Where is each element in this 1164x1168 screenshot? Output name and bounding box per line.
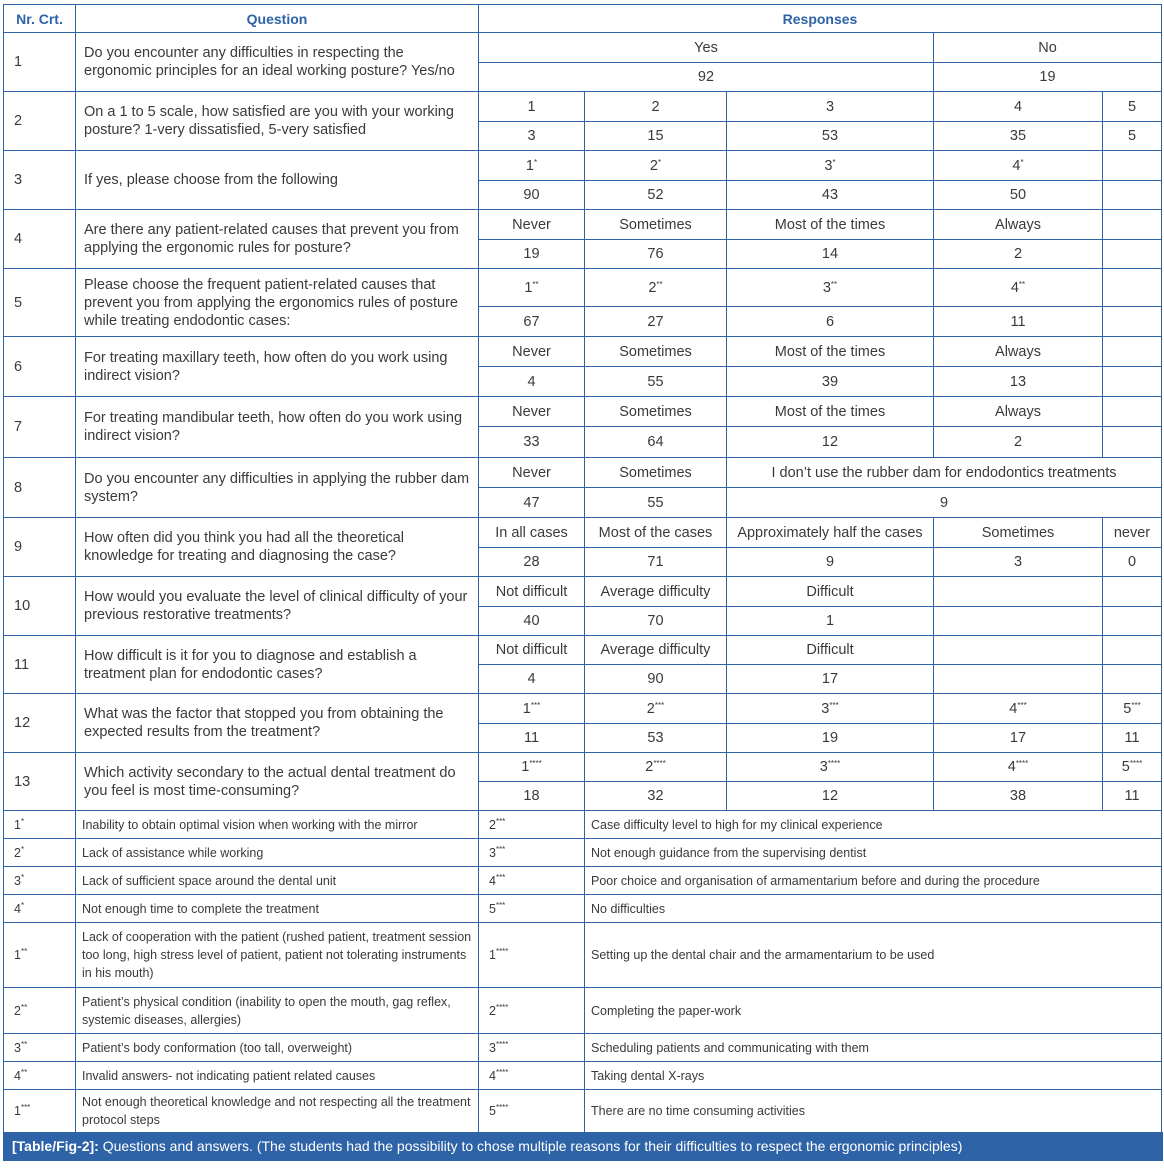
response-label: Difficult: [727, 577, 934, 607]
option-number: 4: [1012, 157, 1021, 174]
response-label: never: [1103, 518, 1162, 548]
response-count: 28: [479, 548, 585, 577]
response-label: Sometimes: [934, 518, 1103, 548]
response-label: [934, 577, 1103, 607]
question-row-2: [4, 92, 1162, 122]
question-text: How difficult is it for you to diagnose and establish a treatment plan for endodontic cases?: [76, 636, 479, 694]
response-count: 11: [1103, 724, 1162, 753]
response-count: 11: [479, 724, 585, 753]
question-row-10: [4, 577, 1162, 607]
row-number: 10: [4, 577, 76, 636]
footnote-text: Inability to obtain optimal vision when working with the mirror: [76, 811, 479, 839]
response-label: Most of the times: [727, 210, 934, 240]
response-count: 67: [479, 307, 585, 337]
row-number: 2: [4, 92, 76, 151]
response-count: 1: [727, 607, 934, 636]
option-number: 4: [1010, 279, 1019, 296]
footnote-marker: ***: [495, 816, 506, 826]
response-count: 9: [727, 548, 934, 577]
questions-table-figure: [3, 4, 1161, 1161]
caption-label: [Table/Fig-2]:: [12, 1138, 99, 1154]
response-count: 4: [479, 367, 585, 397]
footnote-text: Completing the paper-work: [585, 988, 1162, 1034]
footnote-row: [4, 1090, 1162, 1133]
response-label: [934, 694, 1103, 724]
footnote-text: Not enough time to complete the treatment: [76, 895, 479, 923]
response-count: 11: [1103, 782, 1162, 811]
response-label: [479, 753, 585, 782]
questions-table: [3, 4, 1162, 811]
footnote-row: [4, 895, 1162, 923]
response-count: 27: [585, 307, 727, 337]
footnote-row: [4, 867, 1162, 895]
footnote-marker: **: [20, 947, 28, 956]
footnote-row: [4, 923, 1162, 988]
question-text: Please choose the frequent patient-related causes that prevent you from applying the ergonomics rules of posture while treating endodontic cases:: [76, 269, 479, 337]
option-number: 2: [648, 279, 657, 296]
question-text: Are there any patient-related causes that prevent you from applying the ergonomic rules for posture?: [76, 210, 479, 269]
footnote-row: [4, 839, 1162, 867]
footnote-marker: ***: [20, 1103, 31, 1112]
question-text: Do you encounter any difficulties in respecting the ergonomic principles for an ideal working posture? Yes/no: [76, 33, 479, 92]
footnote-row: [4, 988, 1162, 1034]
row-number: 3: [4, 151, 76, 210]
question-row-12: [4, 694, 1162, 724]
row-number: 7: [4, 397, 76, 458]
question-text: On a 1 to 5 scale, how satisfied are you with your working posture? 1-very dissatisfied, 5-very satisfied: [76, 92, 479, 151]
footnote-marker: **: [1018, 279, 1026, 289]
response-count: 18: [479, 782, 585, 811]
question-row-4: [4, 210, 1162, 240]
option-number: 3: [822, 279, 831, 296]
caption-text: Questions and answers. (The students had the possibility to chose multiple reasons for their difficulties to respect the ergonomic principles): [98, 1138, 963, 1154]
row-number: 5: [4, 269, 76, 337]
response-count: 76: [585, 240, 727, 269]
response-count: 19: [934, 63, 1162, 92]
footnote-text: Lack of cooperation with the patient (rushed patient, treatment session too long, high stress level of patient, patient not tolerating instruments in his mouth): [76, 923, 479, 988]
option-number: 1: [524, 279, 533, 296]
footnote-marker: ***: [495, 872, 506, 882]
footnote-marker: *: [20, 844, 25, 854]
response-count: 55: [585, 367, 727, 397]
response-count: 3: [934, 548, 1103, 577]
response-count: [1103, 427, 1162, 458]
header-responses: Responses: [479, 5, 1162, 33]
response-label: [1103, 397, 1162, 427]
row-number: 13: [4, 753, 76, 811]
response-label: Sometimes: [585, 397, 727, 427]
response-label: [1103, 151, 1162, 181]
footnote-marker: *: [657, 157, 662, 167]
footnote-marker: *: [832, 157, 836, 167]
footnote-marker: ****: [1015, 759, 1029, 768]
response-count: 19: [727, 724, 934, 753]
response-count: 92: [479, 63, 934, 92]
response-count: 9: [727, 488, 1162, 518]
row-number: 9: [4, 518, 76, 577]
response-count: 13: [934, 367, 1103, 397]
response-label: Yes: [479, 33, 934, 63]
footnote-text: Patient’s physical condition (inability to open the mouth, gag reflex, systemic diseases, allergies): [76, 988, 479, 1034]
footnote-key: 3***: [479, 839, 585, 867]
option-number: 4: [1007, 759, 1016, 775]
response-count: 0: [1103, 548, 1162, 577]
response-count: [1103, 665, 1162, 694]
response-count: 12: [727, 427, 934, 458]
response-count: 2: [934, 427, 1103, 458]
footnote-key: 2***: [479, 811, 585, 839]
footnote-text: No difficulties: [585, 895, 1162, 923]
response-count: 17: [727, 665, 934, 694]
footnote-key: 2****: [479, 988, 585, 1034]
footnote-text: Taking dental X-rays: [585, 1062, 1162, 1090]
response-count: [1103, 367, 1162, 397]
footnote-key: 4****: [479, 1062, 585, 1090]
footnote-marker: ****: [495, 947, 509, 956]
footnote-key: 1*: [4, 811, 76, 839]
response-count: [1103, 181, 1162, 210]
response-count: 3: [479, 122, 585, 151]
response-count: 39: [727, 367, 934, 397]
response-label: 4: [934, 92, 1103, 122]
row-number: 1: [4, 33, 76, 92]
footnote-marker: ***: [495, 900, 506, 910]
option-number: 2: [646, 700, 655, 717]
row-number: 11: [4, 636, 76, 694]
footnote-marker: **: [656, 279, 663, 289]
footnote-key: 5***: [479, 895, 585, 923]
footnote-marker: ****: [495, 1039, 509, 1049]
footnote-key: 2**: [4, 988, 76, 1034]
response-count: 14: [727, 240, 934, 269]
row-number: 6: [4, 337, 76, 397]
response-label: Sometimes: [585, 458, 727, 488]
response-label: Most of the times: [727, 397, 934, 427]
header-question: Question: [76, 5, 479, 33]
response-count: 38: [934, 782, 1103, 811]
row-number: 4: [4, 210, 76, 269]
response-count: 2: [934, 240, 1103, 269]
footnote-marker: ***: [1017, 700, 1027, 710]
response-count: 47: [479, 488, 585, 518]
footnote-marker: ***: [530, 700, 541, 710]
response-count: 90: [479, 181, 585, 210]
response-label: Always: [934, 397, 1103, 427]
response-count: 15: [585, 122, 727, 151]
question-text: Which activity secondary to the actual dental treatment do you feel is most time-consuming?: [76, 753, 479, 811]
footnote-key: 1****: [479, 923, 585, 988]
response-label: [934, 151, 1103, 181]
footnote-marker: **: [20, 1067, 28, 1077]
footnote-marker: *: [1020, 157, 1024, 167]
response-count: 52: [585, 181, 727, 210]
footnote-row: [4, 811, 1162, 839]
footnote-marker: *: [20, 872, 25, 882]
footnote-marker: **: [532, 279, 539, 289]
response-label: [727, 269, 934, 307]
response-count: 32: [585, 782, 727, 811]
footnote-marker: ***: [654, 700, 665, 710]
response-label: [585, 753, 727, 782]
question-text: For treating mandibular teeth, how often do you work using indirect vision?: [76, 397, 479, 458]
response-count: 4: [479, 665, 585, 694]
row-number: 8: [4, 458, 76, 518]
header-row: [4, 5, 1162, 33]
question-text: For treating maxillary teeth, how often do you work using indirect vision?: [76, 337, 479, 397]
footnote-marker: *: [20, 900, 25, 910]
footnote-marker: **: [20, 1002, 28, 1012]
response-label: [1103, 269, 1162, 307]
footnote-key: 1**: [4, 923, 76, 988]
response-count: 17: [934, 724, 1103, 753]
response-label: 3: [727, 92, 934, 122]
response-label: [479, 694, 585, 724]
response-count: 11: [934, 307, 1103, 337]
table-caption: [3, 1132, 1163, 1161]
question-row-11: [4, 636, 1162, 665]
response-label: [1103, 577, 1162, 607]
footnote-marker: ****: [495, 1103, 509, 1112]
response-count: 71: [585, 548, 727, 577]
footnote-text: Patient’s body conformation (too tall, overweight): [76, 1034, 479, 1062]
footnote-key: 1***: [4, 1090, 76, 1133]
response-label: [934, 269, 1103, 307]
header-nr: Nr. Crt.: [4, 5, 76, 33]
question-row-9: [4, 518, 1162, 548]
response-label: [727, 753, 934, 782]
response-label: Difficult: [727, 636, 934, 665]
option-number: 5: [1121, 759, 1130, 775]
question-row-5: [4, 269, 1162, 307]
footnote-row: [4, 1034, 1162, 1062]
question-text: How would you evaluate the level of clinical difficulty of your previous restorative treatments?: [76, 577, 479, 636]
footnote-marker: **: [20, 1039, 28, 1049]
footnote-key: 2*: [4, 839, 76, 867]
question-row-6: [4, 337, 1162, 367]
response-label: [1103, 753, 1162, 782]
response-count: 70: [585, 607, 727, 636]
response-label: 1: [479, 92, 585, 122]
response-label: [1103, 337, 1162, 367]
footnote-key: 3*: [4, 867, 76, 895]
response-count: 12: [727, 782, 934, 811]
response-label: No: [934, 33, 1162, 63]
footnote-key: 4***: [479, 867, 585, 895]
footnote-marker: ***: [829, 700, 839, 710]
response-label: [727, 151, 934, 181]
option-number: 1: [521, 759, 530, 775]
response-count: [934, 665, 1103, 694]
response-label: [479, 269, 585, 307]
option-number: 3: [819, 759, 828, 775]
option-number: 2: [649, 157, 658, 174]
response-count: [1103, 607, 1162, 636]
footnote-row: [4, 1062, 1162, 1090]
footnote-text: Not enough guidance from the supervising dentist: [585, 839, 1162, 867]
footnote-marker: *: [20, 816, 25, 826]
footnote-text: Lack of assistance while working: [76, 839, 479, 867]
response-count: 33: [479, 427, 585, 458]
question-row-13: [4, 753, 1162, 782]
footnote-marker: *: [533, 157, 538, 167]
option-number: 5: [1123, 700, 1132, 717]
response-label: Sometimes: [585, 210, 727, 240]
response-label: I don’t use the rubber dam for endodontics treatments: [727, 458, 1162, 488]
response-label: Not difficult: [479, 636, 585, 665]
question-row-7: [4, 397, 1162, 427]
response-label: In all cases: [479, 518, 585, 548]
response-label: [1103, 694, 1162, 724]
footnote-text: Scheduling patients and communicating with them: [585, 1034, 1162, 1062]
response-label: Most of the cases: [585, 518, 727, 548]
response-label: Sometimes: [585, 337, 727, 367]
response-label: [934, 636, 1103, 665]
footnote-key: 3**: [4, 1034, 76, 1062]
footnote-marker: ****: [529, 759, 542, 768]
response-label: Always: [934, 210, 1103, 240]
response-count: [1103, 307, 1162, 337]
row-number: 12: [4, 694, 76, 753]
footnote-text: Poor choice and organisation of armamentarium before and during the procedure: [585, 867, 1162, 895]
response-label: Average difficulty: [585, 577, 727, 607]
response-count: 50: [934, 181, 1103, 210]
question-text: If yes, please choose from the following: [76, 151, 479, 210]
footnote-text: Invalid answers- not indicating patient related causes: [76, 1062, 479, 1090]
response-count: [1103, 240, 1162, 269]
question-row-1: [4, 33, 1162, 63]
footnote-legend: [3, 810, 1162, 1133]
response-label: Always: [934, 337, 1103, 367]
response-label: Approximately half the cases: [727, 518, 934, 548]
response-count: 19: [479, 240, 585, 269]
response-count: 55: [585, 488, 727, 518]
response-label: [1103, 210, 1162, 240]
response-label: Never: [479, 458, 585, 488]
footnote-key: 5****: [479, 1090, 585, 1133]
response-count: 43: [727, 181, 934, 210]
footnote-marker: ***: [1131, 700, 1141, 710]
footnote-marker: ****: [495, 1002, 509, 1012]
response-label: [585, 269, 727, 307]
response-label: 5: [1103, 92, 1162, 122]
response-label: [1103, 636, 1162, 665]
response-label: Not difficult: [479, 577, 585, 607]
response-label: [479, 151, 585, 181]
option-number: 3: [821, 700, 830, 717]
option-number: 4: [1009, 700, 1018, 717]
option-number: 1: [525, 157, 534, 174]
response-label: Never: [479, 337, 585, 367]
option-number: 1: [522, 700, 531, 717]
response-count: 6: [727, 307, 934, 337]
option-number: 2: [645, 759, 654, 775]
footnote-marker: ****: [827, 759, 841, 768]
response-label: [585, 151, 727, 181]
response-label: Never: [479, 210, 585, 240]
footnote-marker: ****: [1129, 759, 1143, 768]
option-number: 3: [824, 157, 833, 174]
response-count: 53: [727, 122, 934, 151]
question-text: What was the factor that stopped you from obtaining the expected results from the treatment?: [76, 694, 479, 753]
footnote-marker: ****: [495, 1067, 509, 1077]
footnote-marker: ****: [653, 759, 666, 768]
footnote-text: Setting up the dental chair and the armamentarium to be used: [585, 923, 1162, 988]
footnote-text: Lack of sufficient space around the dental unit: [76, 867, 479, 895]
response-count: 5: [1103, 122, 1162, 151]
footnote-key: 4**: [4, 1062, 76, 1090]
response-label: 2: [585, 92, 727, 122]
question-text: Do you encounter any difficulties in applying the rubber dam system?: [76, 458, 479, 518]
response-label: Most of the times: [727, 337, 934, 367]
question-row-8: [4, 458, 1162, 488]
footnote-key: 3****: [479, 1034, 585, 1062]
response-count: 64: [585, 427, 727, 458]
footnote-text: There are no time consuming activities: [585, 1090, 1162, 1133]
footnote-key: 4*: [4, 895, 76, 923]
question-row-3: [4, 151, 1162, 181]
question-text: How often did you think you had all the theoretical knowledge for treating and diagnosing the case?: [76, 518, 479, 577]
response-label: Average difficulty: [585, 636, 727, 665]
response-count: 40: [479, 607, 585, 636]
response-count: 35: [934, 122, 1103, 151]
footnote-text: Case difficulty level to high for my clinical experience: [585, 811, 1162, 839]
response-label: Never: [479, 397, 585, 427]
footnote-marker: **: [830, 279, 838, 289]
response-label: [727, 694, 934, 724]
footnote-marker: ***: [495, 844, 506, 854]
response-label: [585, 694, 727, 724]
footnote-text: Not enough theoretical knowledge and not respecting all the treatment protocol steps: [76, 1090, 479, 1133]
response-label: [934, 753, 1103, 782]
response-count: [934, 607, 1103, 636]
response-count: 53: [585, 724, 727, 753]
response-count: 90: [585, 665, 727, 694]
